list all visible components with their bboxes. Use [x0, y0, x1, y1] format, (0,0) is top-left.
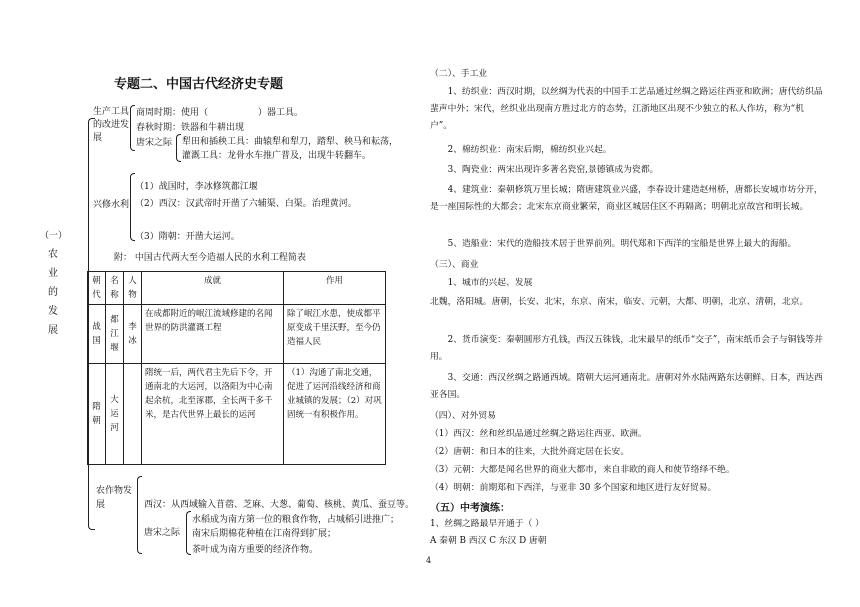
exam-heading: （五）中考演练：	[430, 503, 510, 514]
cell-name: 都江堰	[106, 305, 124, 364]
handicraft-paragraph-2: 2、棉纺织业：南宋后期，棉纺织业兴起。	[447, 145, 612, 155]
water-projects-table	[87, 271, 386, 465]
cell-dynasty: 隋朝	[88, 364, 106, 465]
water-label: 兴修水利	[93, 200, 130, 210]
trade-item-3: （3）元朝：大都是闻名世界的商业大都市，来自非欧的商人和使节络绎不绝。	[430, 465, 735, 475]
table-caption: 附： 中国古代两大至今造福人民的水利工程简表	[114, 253, 306, 263]
commerce-currency: 2、货币演变：秦朝圆形方孔钱，西汉五铢钱，北宋最早的纸币“交子”，南宋纸币会子与铜钱等并用。	[430, 335, 823, 362]
water-item-2: （2）西汉：汉武帝时开凿了六辅渠、白渠。治理黄河。	[135, 199, 357, 209]
crops-xihan: 西汉：从西域输入苜蓿、芝麻、大葱、葡萄、核桃、黄瓜、蚕豆等。	[144, 500, 415, 510]
section-one-label: （一）	[40, 231, 68, 241]
crops-rice: 水稻成为南方第一位的粮食作物，占城稻引进推广；	[192, 515, 400, 525]
trade-item-4: （4）明朝：前期郑和下西洋，与亚非 30 多个国家和地区进行友好贸易。	[430, 483, 717, 493]
page-number: 4	[426, 556, 432, 565]
commerce-cities-body: 北魏，洛阳城。唐朝，长安、北宋，东京、南宋，临安、元朝，大都、明朝，北京、清朝，北京。	[430, 297, 809, 307]
table-row	[88, 364, 386, 465]
trade-item-1: （1）西汉：丝和丝织品通过丝绸之路运往西亚、欧洲。	[430, 429, 647, 439]
crops-cotton: 南宋后期棉花种植在江南得到扩展；	[192, 529, 337, 539]
handicraft-paragraph-5: 5、造船业：宋代的造船技术居于世界前列。明代郑和下西洋的宝船是世界上最大的海船。	[447, 239, 797, 249]
commerce-heading: （三）、商业	[430, 260, 479, 270]
trade-heading: （四）、对外贸易	[430, 411, 496, 421]
water-item-1: （1）战国时，李冰修筑都江堰	[135, 182, 258, 192]
handicraft-paragraph-4: 4、建筑业：秦朝修筑万里长城；隋唐建筑业兴盛，李春设计建造赵州桥，唐都长安城市坊分开，是一座国际性的大都会；北宋东京商业繁荣，商业区城居住区不再隔离；明朝北京故宫和明长城。	[430, 185, 823, 212]
cell-person	[124, 364, 142, 465]
crops-tea: 茶叶成为南方重要的经济作物。	[192, 545, 319, 555]
cell-achievement: 在成都附近的岷江流域修建的名闻世界的防洪灌溉工程	[142, 305, 284, 364]
cell-effect: （1）沟通了南北交通，促进了运河沿线经济和商业城镇的发展；（2）对巩固统一有积极作用。	[284, 364, 386, 465]
tools-tang-song: 唐宋之际	[136, 138, 173, 148]
table-header-row	[88, 272, 386, 305]
header-achievement: 成就	[142, 272, 284, 305]
cell-name: 大运河	[106, 364, 124, 465]
trade-item-2: （2）唐朝：和日本的往来，大批外商定居在长安。	[430, 447, 630, 457]
header-dynasty: 朝代	[88, 272, 106, 305]
handicraft-paragraph-1: 1、纺织业：西汉时期，以丝绸为代表的中国手工艺品通过丝绸之路运往西亚和欧洲；唐代纺织品蜚声中外；宋代，丝织业出现南方胜过北方的态势，江浙地区出现不少独立的私人作坊，称为“机户”。	[430, 87, 823, 131]
header-name: 名称	[106, 272, 124, 305]
crops-tang-song: 唐宋之际	[144, 528, 181, 538]
section-one-vertical-title: 农业的发展	[48, 249, 58, 336]
cell-effect: 除了岷江水患，使成都平原变成千里沃野，至今仍造福人民	[284, 305, 386, 364]
tools-shang-zhou: 商周时期：使用（ ）器工具。	[136, 108, 304, 118]
commerce-cities-heading: 1、城市的兴起、发展	[447, 278, 533, 288]
crops-label: 农作物发展	[96, 486, 133, 510]
header-person: 人物	[124, 272, 142, 305]
commerce-transport: 3、交通：西汉丝绸之路通西域。隋朝大运河通南北。唐朝对外水陆两路东达朝鲜、日本，西达西亚各国。	[430, 373, 823, 400]
tools-irrigation: 灌溉工具：龙骨水车推广普及，出现牛转翻车。	[182, 151, 372, 161]
tools-plough: 犁田和插秧工具：曲辕犁和犁刀，踏犁、秧马和耘荡，	[182, 137, 399, 147]
cell-achievement: 隋统一后，两代君主先后下令，开通南北的大运河，以洛阳为中心南起余杭，北至涿郡，全长两千多千米，是古代世界上最长的运河	[142, 364, 284, 465]
tools-chunqiu: 春秋时期：铁器和牛耕出现	[136, 123, 245, 133]
question-1-options: A 秦朝 B 西汉 C 东汉 D 唐朝	[430, 536, 547, 546]
cell-person: 李冰	[124, 305, 142, 364]
handicraft-heading: （二）、手工业	[430, 69, 488, 79]
cell-dynasty: 战国	[88, 305, 106, 364]
table-row	[88, 305, 386, 364]
question-1: 1、丝绸之路最早开通于（ ）	[430, 519, 544, 529]
page-title: 专题二、中国古代经济史专题	[114, 77, 284, 92]
tools-brace	[130, 105, 135, 151]
water-item-3: （3）隋朝：开凿大运河。	[135, 232, 240, 242]
tang-song-tools-brace	[176, 134, 181, 162]
tools-label: 生产工具的改进发展	[93, 107, 130, 143]
crops-tang-song-brace	[186, 511, 191, 555]
handicraft-paragraph-3: 3、陶瓷业：两宋出现许多著名瓷窑,景德镇成为瓷都。	[447, 165, 659, 175]
header-effect: 作用	[284, 272, 386, 305]
crops-brace	[137, 476, 142, 554]
